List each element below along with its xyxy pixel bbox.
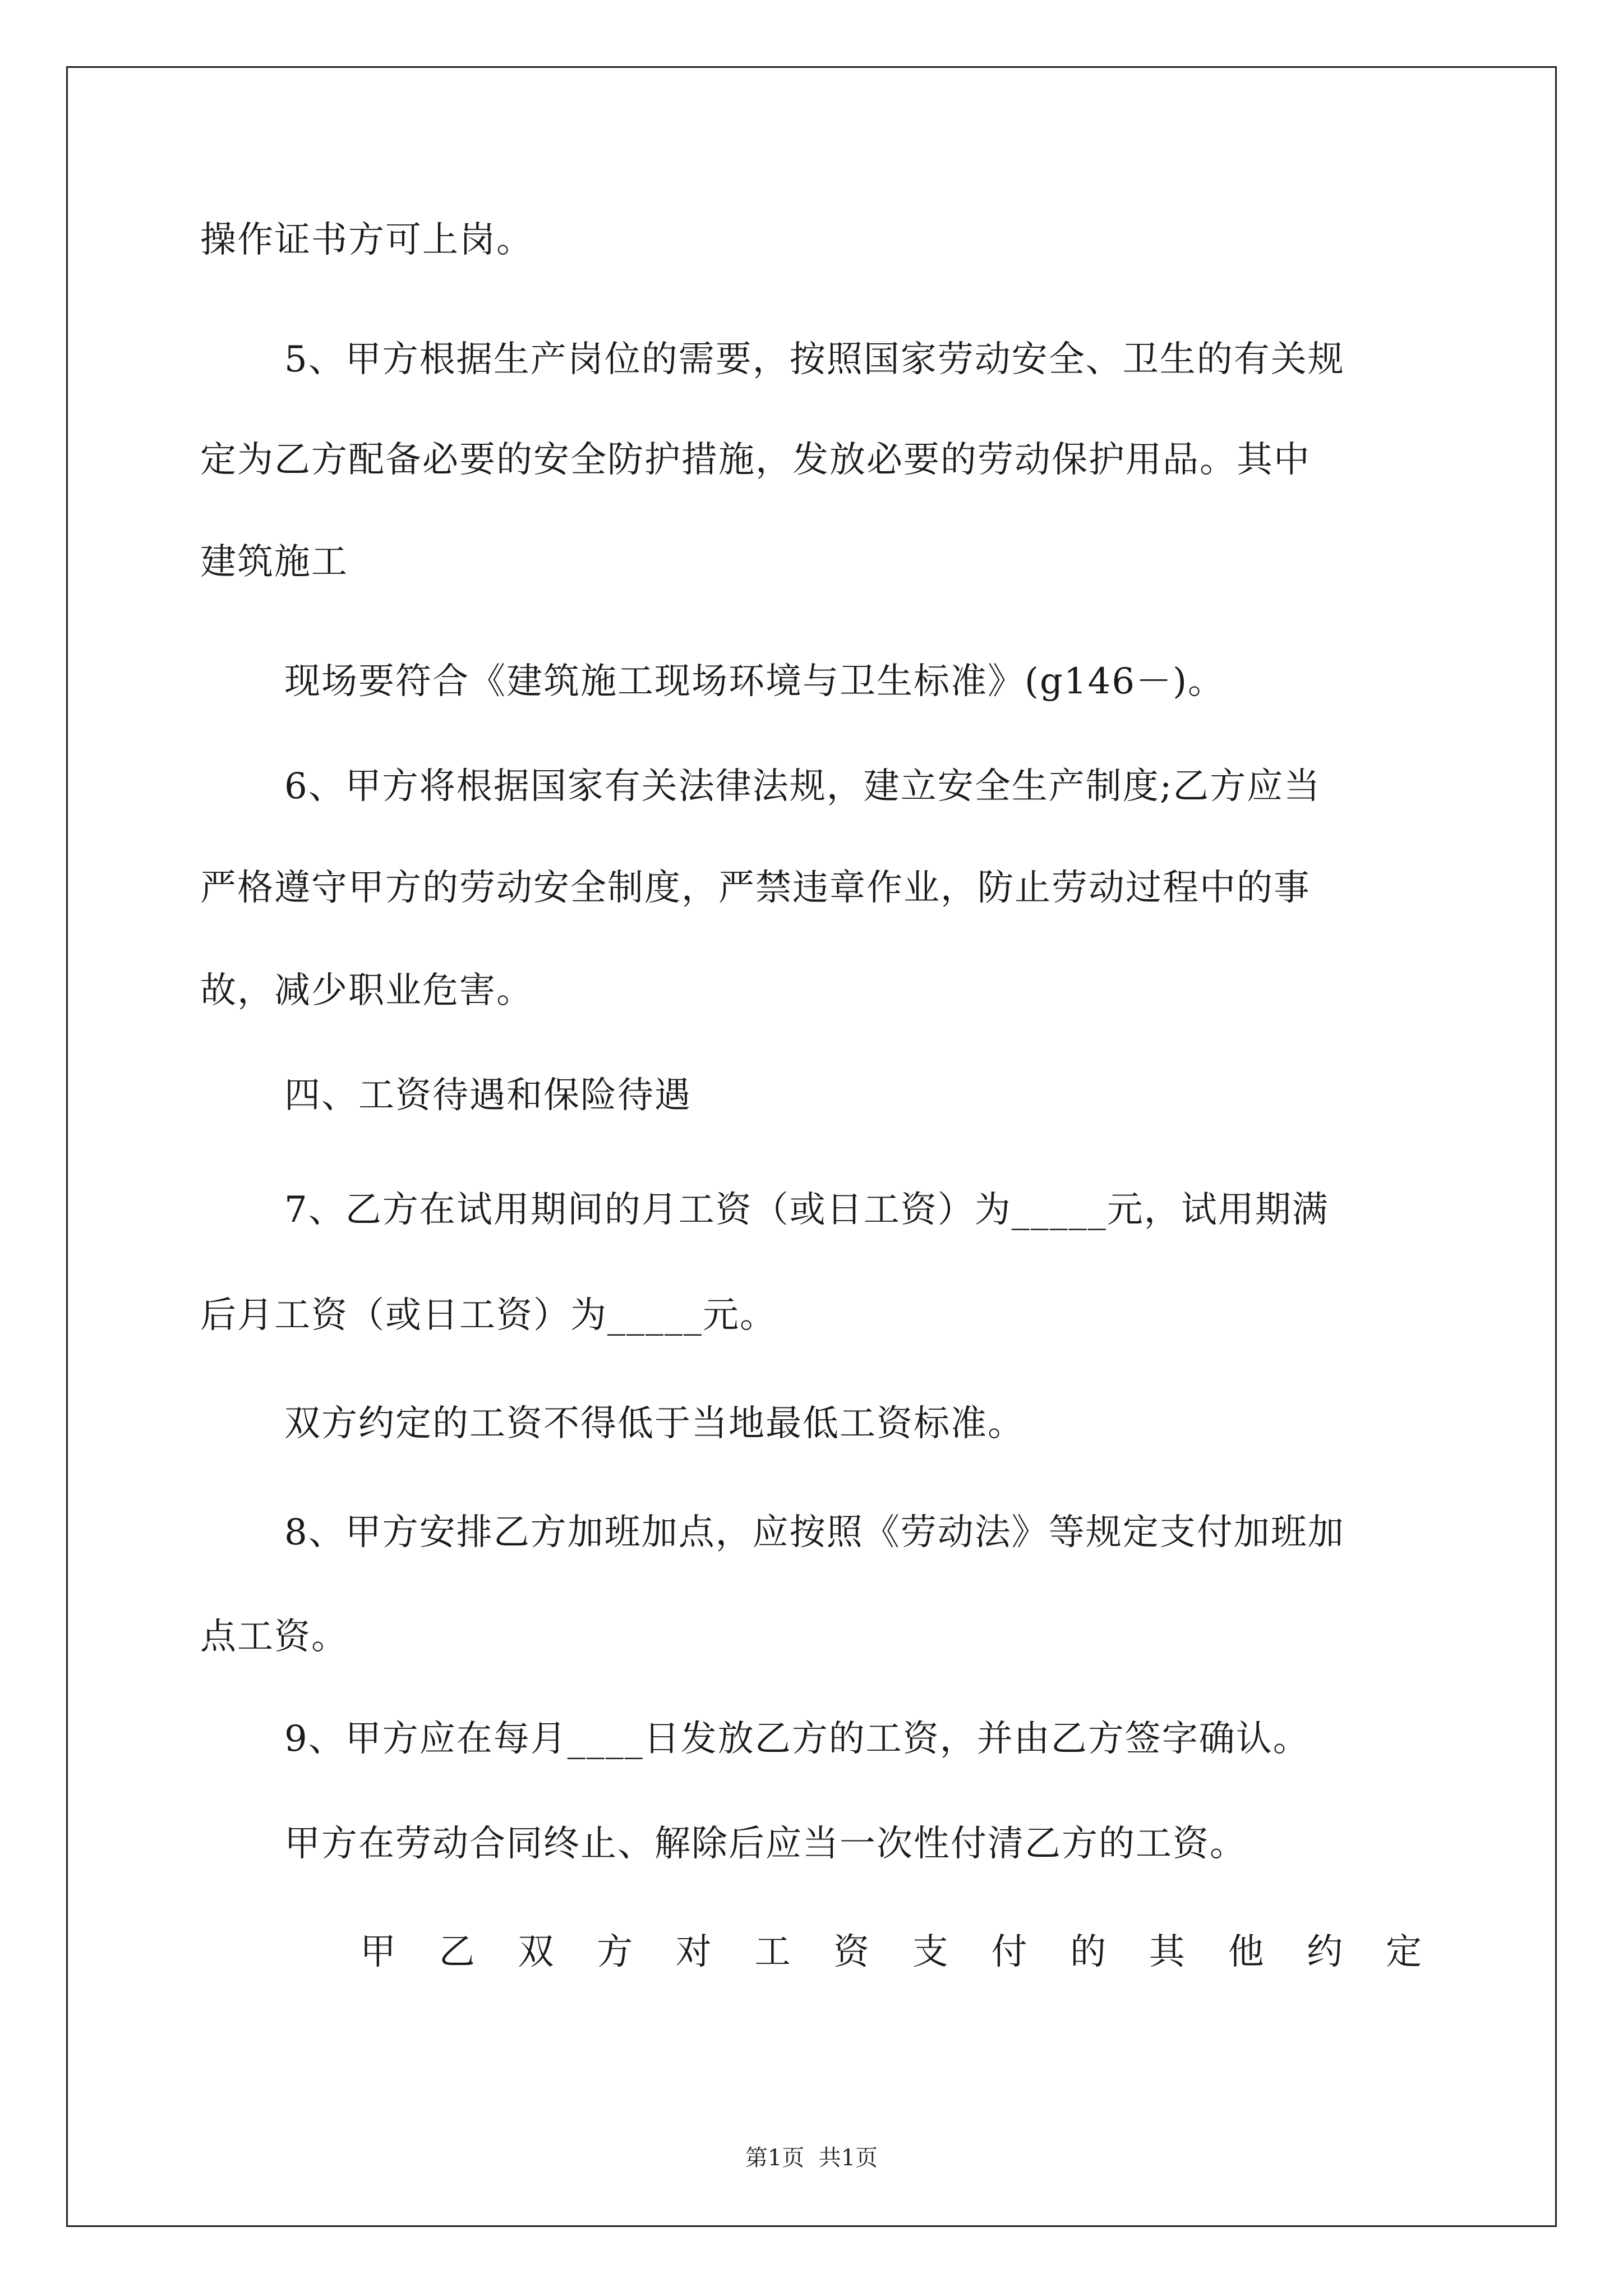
- text-line: 故，减少职业危害。: [200, 970, 533, 1011]
- text-line: 9、甲方应在每月____日发放乙方的工资，并由乙方签字确认。: [284, 1718, 1310, 1760]
- text-line: 甲方在劳动合同终止、解除后应当一次性付清乙方的工资。: [284, 1823, 1247, 1865]
- text-line: 操作证书方可上岗。: [200, 219, 533, 261]
- text-line-spread: [360, 1930, 1423, 1975]
- char: 支: [912, 1931, 949, 1973]
- char: 约: [1307, 1931, 1344, 1973]
- char: 工: [754, 1931, 792, 1973]
- char: 双: [518, 1931, 555, 1973]
- char: 其: [1149, 1931, 1186, 1973]
- char: 对: [675, 1931, 713, 1973]
- char: 资: [833, 1931, 871, 1973]
- text-line: 5、甲方根据生产岗位的需要，按照国家劳动安全、卫生的有关规: [284, 339, 1345, 380]
- text-line: 双方约定的工资不得低于当地最低工资标准。: [284, 1403, 1025, 1444]
- char: 乙: [439, 1931, 476, 1973]
- text-line: 后月工资（或日工资）为_____元。: [200, 1295, 777, 1336]
- section-heading: 四、工资待遇和保险待遇: [284, 1075, 691, 1116]
- char: 方: [597, 1931, 634, 1973]
- char: 他: [1228, 1931, 1265, 1973]
- text-line: 8、甲方安排乙方加班加点，应按照《劳动法》等规定支付加班加: [284, 1512, 1345, 1553]
- text-line: 严格遵守甲方的劳动安全制度，严禁违章作业，防止劳动过程中的事: [200, 867, 1311, 909]
- text-line: 建筑施工: [200, 541, 348, 583]
- text-line: 7、乙方在试用期间的月工资（或日工资）为_____元，试用期满: [284, 1189, 1329, 1231]
- page-number: 第1页 共1页: [745, 2145, 878, 2171]
- page-frame: [66, 66, 1557, 2227]
- char: 的: [1070, 1931, 1108, 1973]
- page-footer: [0, 2144, 1623, 2172]
- text-line: 点工资。: [200, 1616, 348, 1658]
- text-line: 6、甲方将根据国家有关法律法规，建立安全生产制度;乙方应当: [284, 766, 1321, 807]
- text-line: 现场要符合《建筑施工现场环境与卫生标准》(g146－)。: [284, 661, 1225, 702]
- char: 定: [1385, 1931, 1423, 1973]
- char: 付: [991, 1931, 1029, 1973]
- char: 甲: [360, 1931, 397, 1973]
- text-line: 定为乙方配备必要的安全防护措施，发放必要的劳动保护用品。其中: [200, 439, 1311, 481]
